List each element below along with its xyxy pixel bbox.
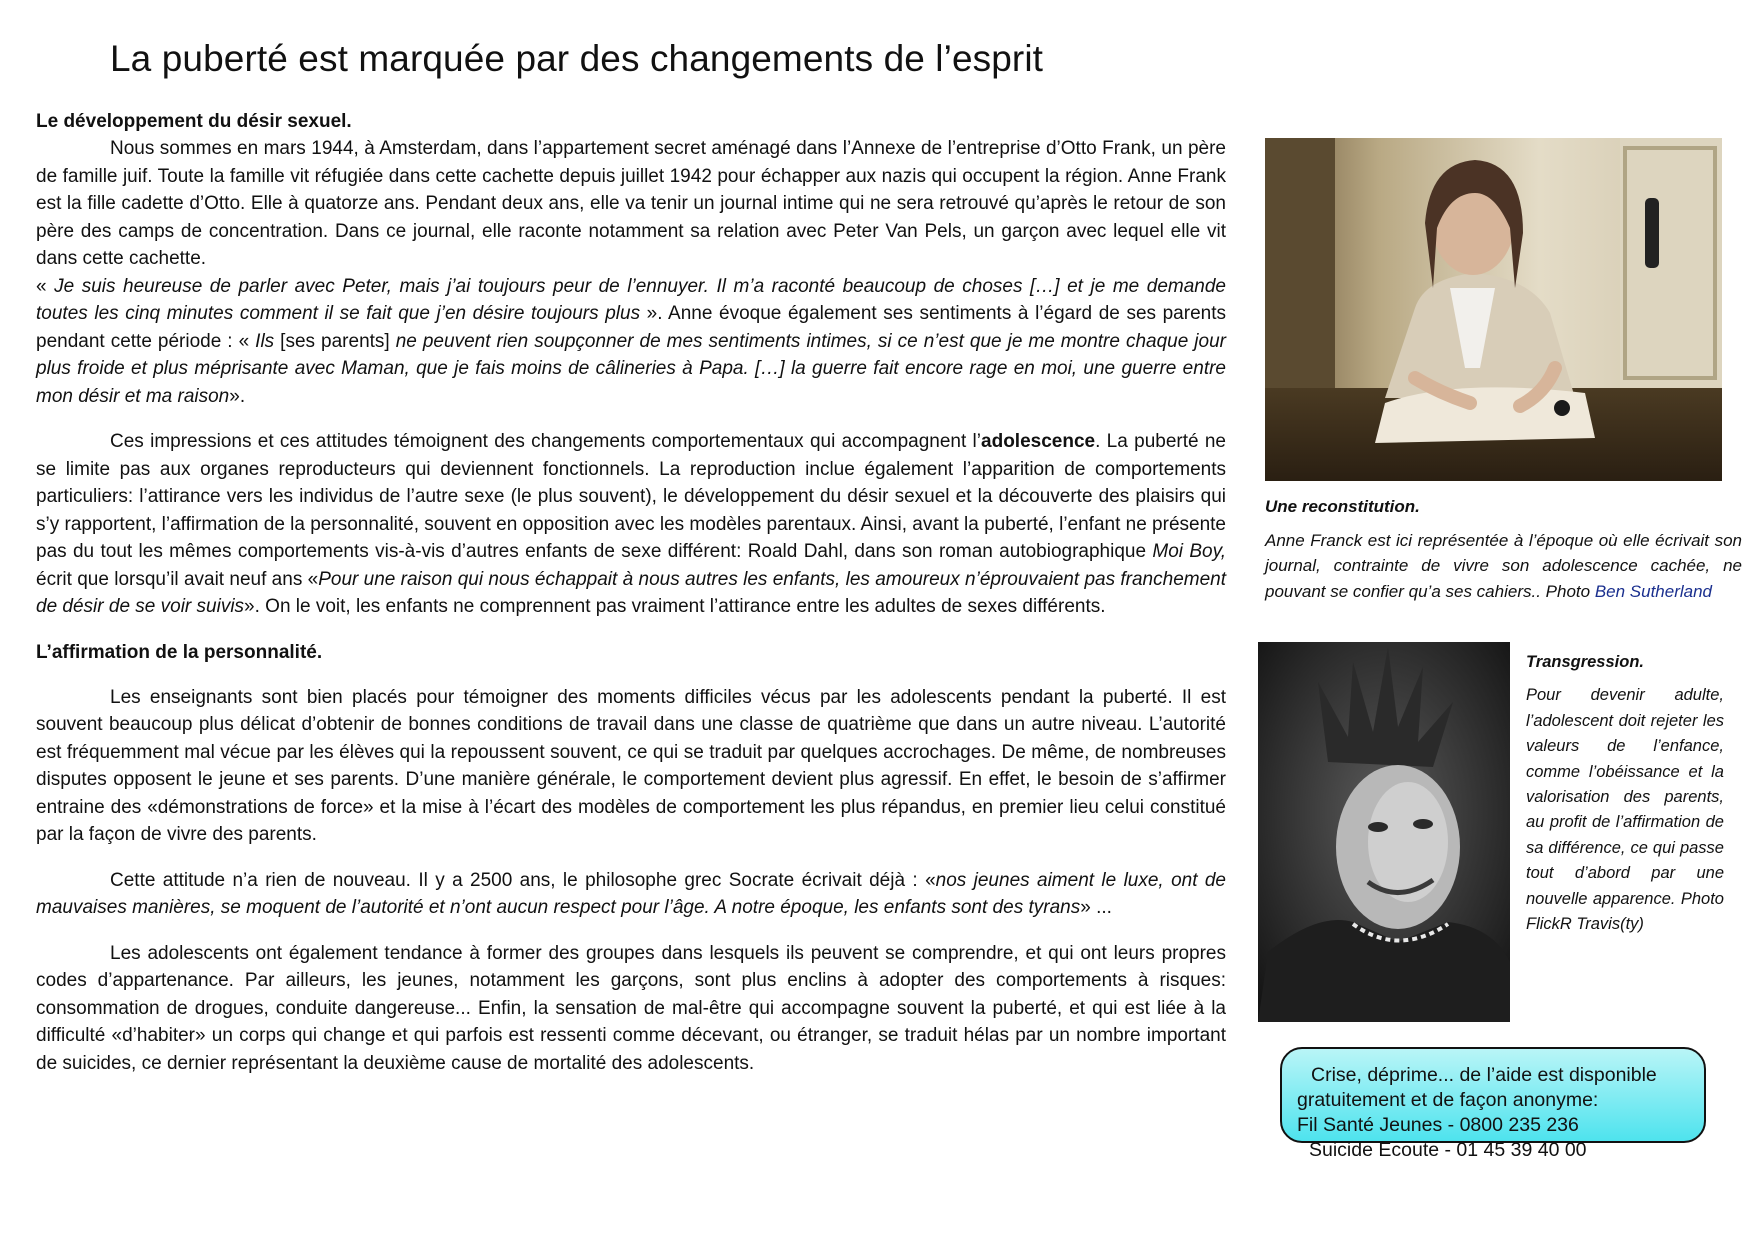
paragraph-socrates: Cette attitude n’a rien de nouveau. Il y a 2500 ans, le philosophe grec Socrate écrivait déjà : «nos jeunes aiment le luxe, ont de mauvaises manières, se moquent de l’autorité et n’ont aucun respect pour l’âge. A notre époque, les enfants sont des tyrans» ... bbox=[36, 869, 1226, 918]
figure2-caption bbox=[1526, 650, 1724, 937]
section-heading-desire: Le développement du désir sexuel. bbox=[36, 111, 352, 132]
figure1-caption-title: Une reconstitution. bbox=[1265, 497, 1420, 516]
anne-frank-reconstruction-photo bbox=[1265, 138, 1722, 481]
main-text-column bbox=[36, 108, 1226, 1077]
help-info-box bbox=[1280, 1047, 1706, 1161]
transgression-portrait-photo bbox=[1258, 642, 1510, 1022]
paragraph-adolescence: Ces impressions et ces attitudes témoignent des changements comportementaux qui accompagnent l’adolescence. La puberté ne se limite pas aux organes reproducteurs qui deviennent fonctionnels. La reproduction inclue également l’apparition de comportements particuliers: l’attirance vers les individus de l’autre sexe (le plus souvent), le développement du désir sexuel et la découverte des plaisirs qui s’y rapportent, l’affirmation de la personnalité, souvent en opposition avec les modèles parentaux. Ainsi, avant la puberté, l’enfant ne présente pas du tout les mêmes comportements vis-à-vis d’autres enfants de sexe différent: Roald Dahl, dans son roman autobiographique Moi Boy, écrit que lorsqu’il avait neuf ans «Pour une raison qui nous échappait à nous autres les enfants, les amoureux n’éprouvaient pas franchement de désir de se voir suivis». On le voit, les enfants ne comprennent pas vraiment l’attirance entre les adultes de sexes différents. bbox=[36, 431, 1227, 617]
help-box-line-2: gratuitement et de façon anonyme: bbox=[1297, 1089, 1599, 1111]
help-box-line-3: Fil Santé Jeunes - 0800 235 236 bbox=[1297, 1114, 1579, 1136]
figure2-caption-text: Pour devenir adulte, l’adolescent doit rejeter les valeurs de l’enfance, comme l’obéissance et la valorisation des parents, au profit de l’affirmation de sa différence, ce qui passe tout d’abord par une nouvelle apparence. Photo FlickR Travis(ty) bbox=[1526, 686, 1724, 934]
paragraph-anne-frank: Nous sommes en mars 1944, à Amsterdam, dans l’appartement secret aménagé dans l’Annexe de l’entreprise d’Otto Frank, un père de famille juif. Toute la famille vit réfugiée dans cette cachette depuis juillet 1942 pour échapper aux nazis qui occupent la région. Anne Frank est la fille cadette d’Otto. Elle à quatorze ans. Pendant deux ans, elle va tenir un journal intime qui ne sera retrouvé qu’après le retour de son père des camps de concentration. Dans ce journal, elle raconte notamment sa relation avec Peter Van Pels, un garçon avec lequel elle vit dans cette cachette. « Je suis heureuse de parler avec Peter, mais j’ai toujours peur de l’ennuyer. Il m’a raconté beaucoup de choses […] et je me demande toutes les cinq minutes comment il se fait que j’en désire toujours plus ». Anne évoque également ses sentiments à l’égard de ses parents pendant cette période : « Ils [ses parents] ne peuvent rien soupçonner de mes sentiments intimes, si ce n’est que je me montre chaque jour plus froide et plus méprisante avec Maman, que je fais moins de câlineries à Papa. […] la guerre fait encore rage en moi, une guerre entre mon désir et ma raison». bbox=[36, 138, 1226, 407]
paragraph-teachers: Les enseignants sont bien placés pour témoigner des moments difficiles vécus par les adolescents pendant la puberté. Il est souvent beaucoup plus délicat d’obtenir de bonnes conditions de travail dans une classe de quatrième que dans un autre niveau. L’autorité est fréquemment mal vécue par les élèves qui la repoussent souvent, ce qui se traduit par quelques accrochages. De même, de nombreuses disputes opposent le jeune et ses parents. D’une manière générale, le comportement devient plus agressif. En effet, le besoin de s’affirmer entraine des «démonstrations de force» et la mise à l’écart des modèles de comportement les plus répandus, en premier lieu celui constitué par la façon de vivre des parents. bbox=[36, 686, 1226, 845]
photo-credit-link[interactable]: Ben Sutherland bbox=[1594, 581, 1713, 601]
help-box-line-4: Suicide Ecoute - 01 45 39 40 00 bbox=[1309, 1139, 1587, 1161]
figure1-caption bbox=[1265, 494, 1742, 604]
figure1-caption-text: Anne Franck est ici représentée à l’époque où elle écrivait son journal, contrainte de vivre son adolescence cachée, ne pouvant se confier qu’a ses cahiers.. Photo bbox=[1265, 530, 1742, 601]
section-heading-personality: L’affirmation de la personnalité. bbox=[36, 641, 323, 663]
figure2-caption-title: Transgression. bbox=[1526, 653, 1644, 671]
paragraph-groups-risks: Les adolescents ont également tendance à former des groupes dans lesquels ils peuvent se comprendre, et qui ont leurs propres codes d’appartenance. Par ailleurs, les jeunes, notamment les garçons, sont plus enclins à adopter des comportements à risques: consommation de drogues, conduite dangereuse... Enfin, la sensation de mal-être qui accompagne souvent la puberté, et qui est liée à la difficulté «d’habiter» un corps qui change et qui parfois est ressenti comme décevant, ou étranger, se traduit hélas par un nombre important de suicides, ce dernier représentant la deuxième cause de mortalité des adolescents. bbox=[36, 942, 1226, 1074]
page-title: La puberté est marquée par des changements de l’esprit bbox=[110, 38, 1044, 79]
help-box-line-1: Crise, déprime... de l’aide est disponible bbox=[1311, 1064, 1657, 1086]
